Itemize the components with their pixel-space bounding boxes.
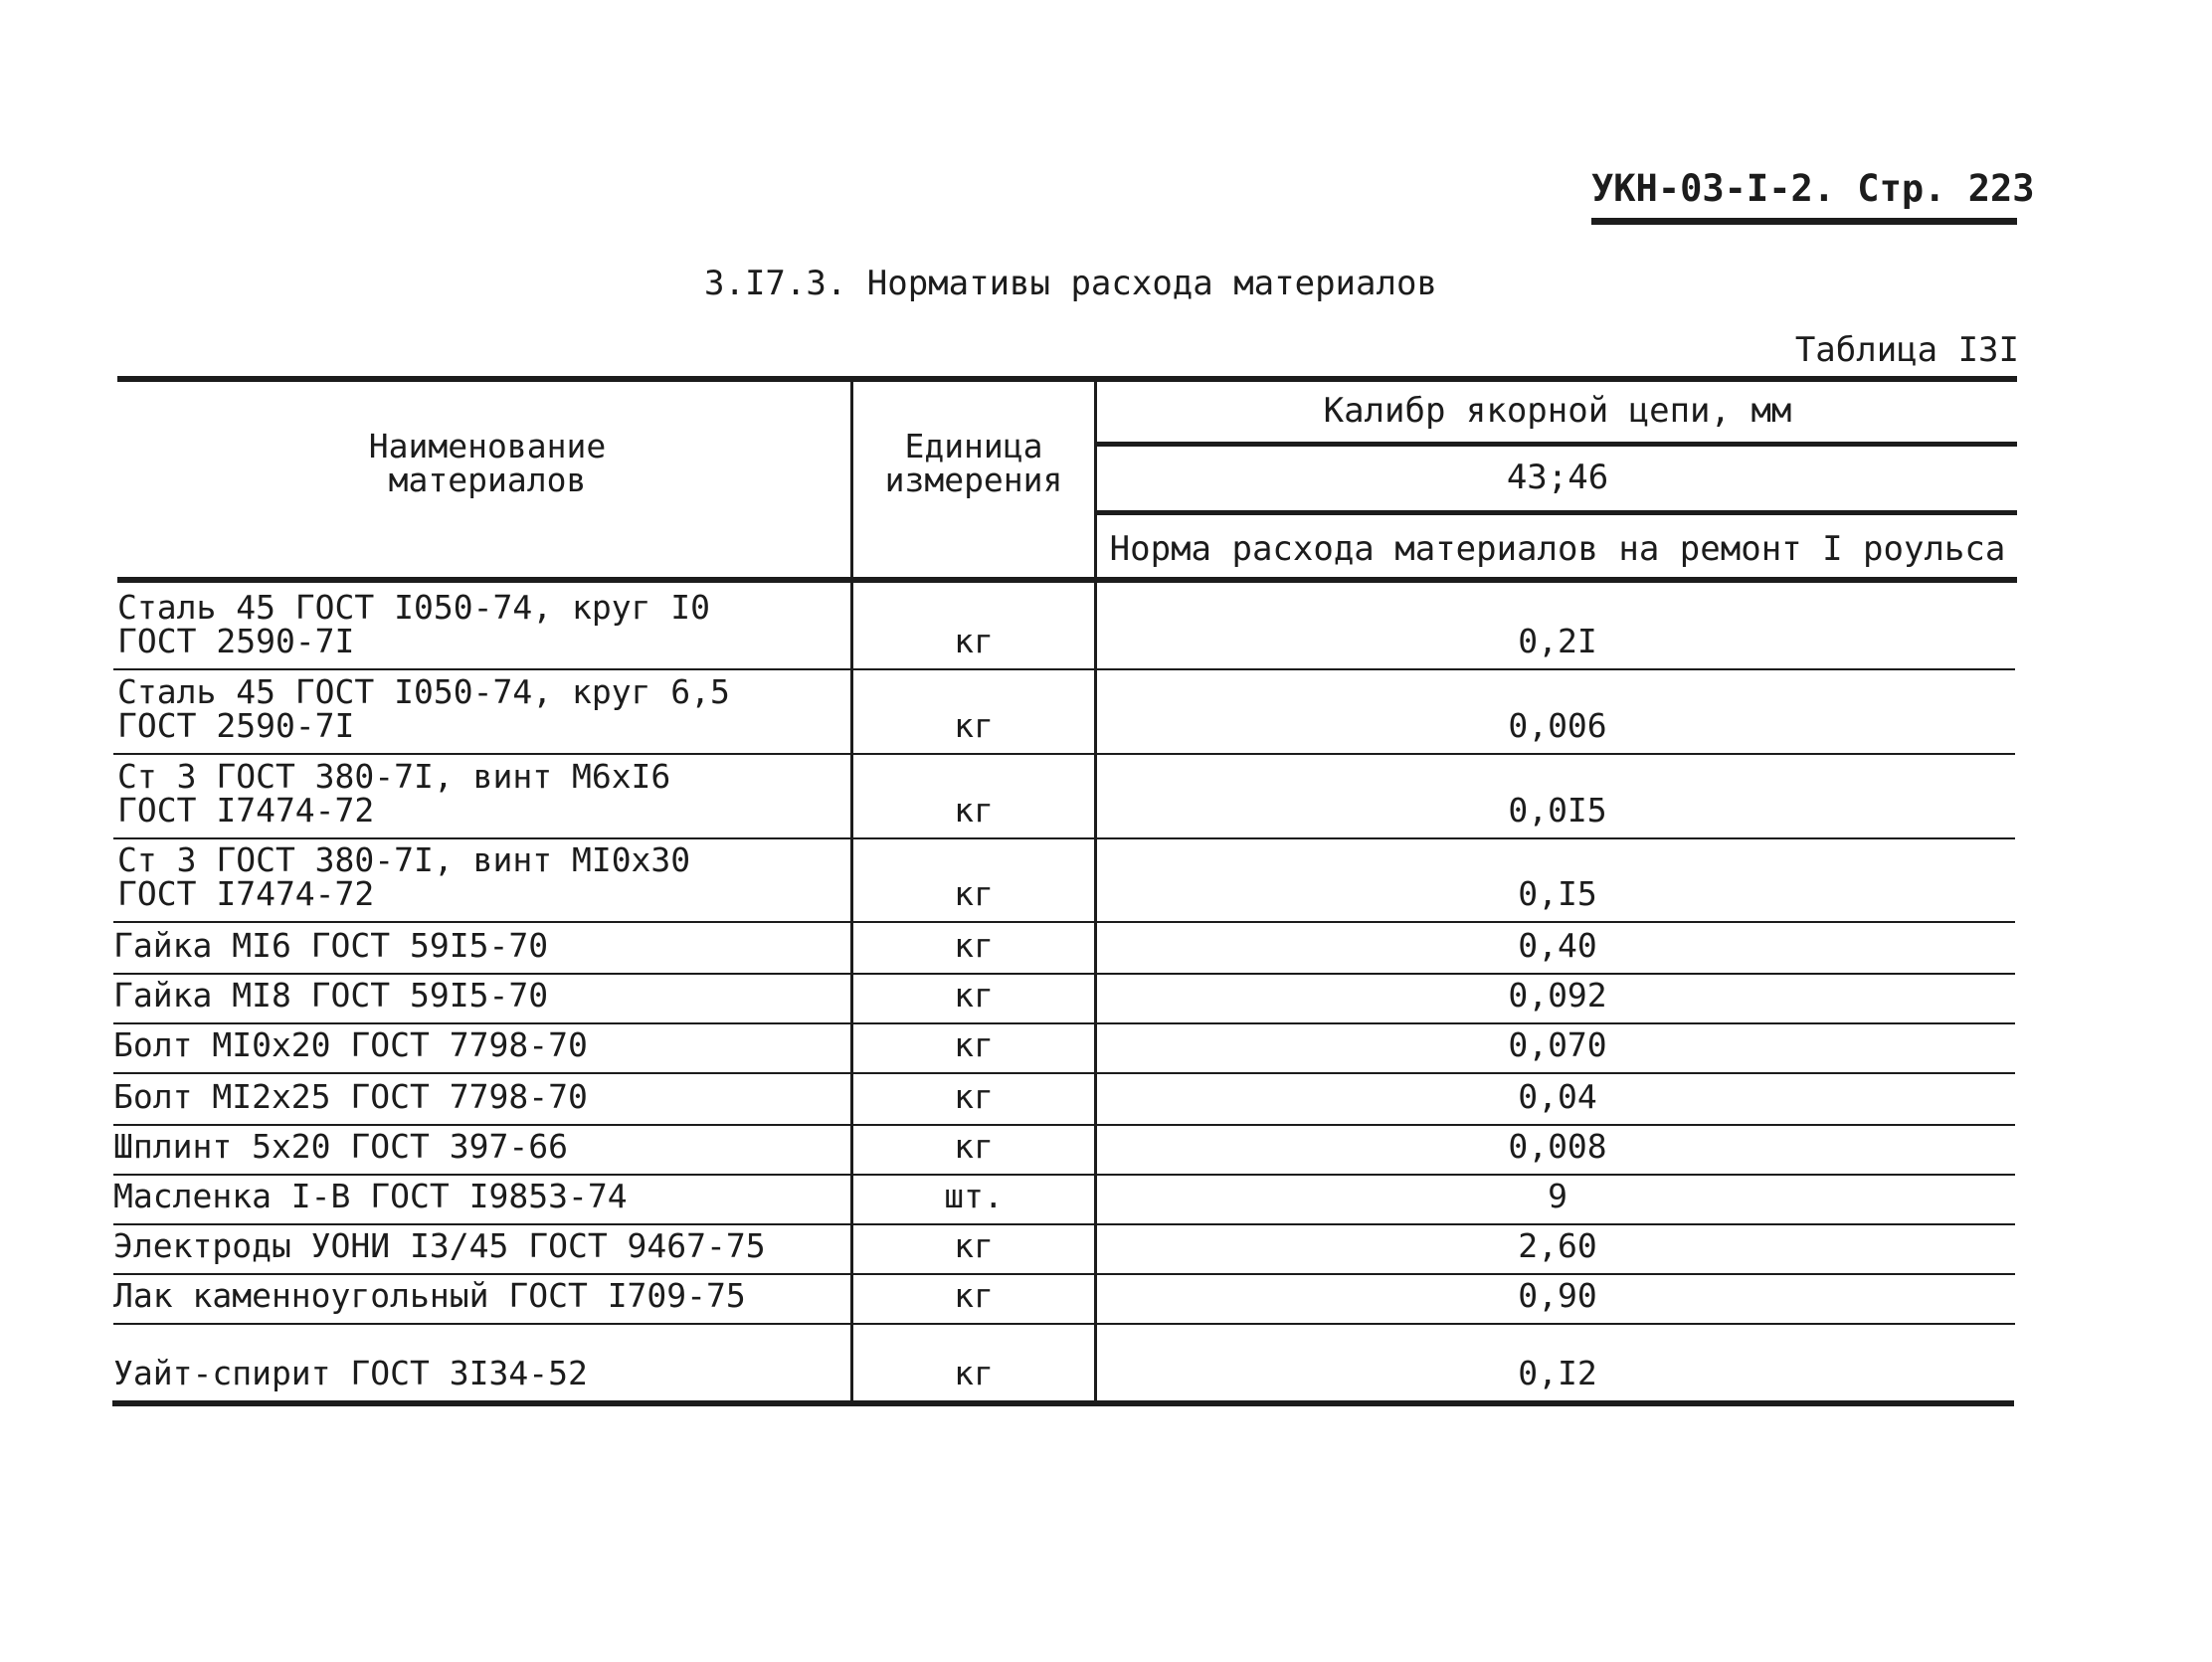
row-unit: шт.	[944, 1177, 1004, 1215]
row-divider	[113, 753, 2015, 755]
row-material-name: Гайка МI8 ГОСТ 59I5-70	[113, 976, 549, 1015]
row-value: 0,0I5	[1508, 791, 1607, 830]
header-material-line1: Наименование	[368, 427, 607, 465]
row-value: 0,006	[1508, 706, 1607, 745]
row-material-name-line2: ГОСТ 2590-7I	[117, 622, 355, 660]
row-value: 0,I2	[1518, 1354, 1597, 1392]
row-unit: кг	[954, 1025, 994, 1064]
header-caliber-value: 43;46	[1506, 458, 1609, 497]
row-divider	[113, 973, 2015, 975]
row-value: 0,04	[1518, 1077, 1597, 1116]
row-unit: кг	[954, 1276, 994, 1315]
row-value: 2,60	[1518, 1226, 1597, 1265]
row-divider	[113, 1174, 2015, 1176]
row-material-name-line1: Сталь 45 ГОСТ I050-74, круг I0	[117, 588, 711, 627]
row-material-name: Шплинт 5х20 ГОСТ 397-66	[113, 1127, 568, 1166]
header-material-line2: материалов	[388, 461, 587, 499]
header-unit	[853, 427, 1094, 499]
page-reference: УКН-03-I-2. Стр. 223	[1591, 167, 2017, 225]
row-divider	[113, 1022, 2015, 1024]
row-unit: кг	[954, 1127, 994, 1166]
row-unit: кг	[954, 1226, 994, 1265]
row-material-name-line2: ГОСТ I7474-72	[117, 791, 375, 830]
row-unit: кг	[954, 706, 994, 745]
row-material-name-line1: Сталь 45 ГОСТ I050-74, круг 6,5	[117, 672, 730, 711]
row-value: 0,008	[1508, 1127, 1607, 1166]
row-material-name-line1: Ст 3 ГОСТ 380-7I, винт МI0х30	[117, 840, 691, 879]
row-divider	[113, 1273, 2015, 1275]
row-material-name: Гайка МI6 ГОСТ 59I5-70	[113, 926, 549, 965]
row-value: 0,2I	[1518, 622, 1597, 660]
header-bottom-rule	[117, 577, 2017, 583]
table-bottom-rule	[112, 1400, 2014, 1406]
row-value: 0,I5	[1518, 874, 1597, 913]
row-divider	[113, 1323, 2015, 1325]
row-unit: кг	[954, 622, 994, 660]
row-unit: кг	[954, 874, 994, 913]
row-material-name-line2: ГОСТ 2590-7I	[117, 706, 355, 745]
table-top-rule	[117, 376, 2017, 382]
row-value: 0,90	[1518, 1276, 1597, 1315]
table-caption: Таблица I3I	[1794, 330, 2019, 370]
row-unit: кг	[954, 791, 994, 830]
row-divider	[113, 921, 2015, 923]
row-divider	[113, 837, 2015, 839]
row-divider	[113, 1124, 2015, 1126]
header-unit-line2: измерения	[884, 461, 1063, 499]
row-unit: кг	[954, 976, 994, 1015]
row-divider	[113, 1223, 2015, 1225]
row-unit: кг	[954, 1354, 994, 1392]
row-divider	[113, 668, 2015, 670]
row-divider	[113, 1072, 2015, 1074]
header-material	[298, 427, 676, 499]
row-material-name-line1: Ст 3 ГОСТ 380-7I, винт М6хI6	[117, 757, 671, 796]
row-value: 0,40	[1518, 926, 1597, 965]
caliber-value-rule	[1096, 510, 2017, 515]
caliber-rule	[1096, 442, 2017, 447]
row-value: 9	[1548, 1177, 1567, 1215]
header-caliber: Калибр якорной цепи, мм	[1323, 391, 1792, 431]
row-value: 0,092	[1508, 976, 1607, 1015]
row-unit: кг	[954, 1077, 994, 1116]
row-material-name: Болт МI2х25 ГОСТ 7798-70	[113, 1077, 588, 1116]
column-divider-2	[1094, 379, 1097, 1403]
header-norm: Норма расхода материалов на ремонт I роульса	[1109, 529, 2006, 569]
row-value: 0,070	[1508, 1025, 1607, 1064]
row-material-name: Масленка I-В ГОСТ I9853-74	[113, 1177, 628, 1215]
row-material-name-line2: ГОСТ I7474-72	[117, 874, 375, 913]
row-material-name: Болт МI0х20 ГОСТ 7798-70	[113, 1025, 588, 1064]
section-title: 3.I7.3. Нормативы расхода материалов	[704, 264, 1437, 303]
row-material-name: Лак каменноугольный ГОСТ I709-75	[113, 1276, 746, 1315]
row-material-name: Уайт-спирит ГОСТ 3I34-52	[113, 1354, 588, 1392]
row-material-name: Электроды УОНИ I3/45 ГОСТ 9467-75	[113, 1226, 766, 1265]
header-unit-line1: Единица	[904, 427, 1043, 465]
row-unit: кг	[954, 926, 994, 965]
